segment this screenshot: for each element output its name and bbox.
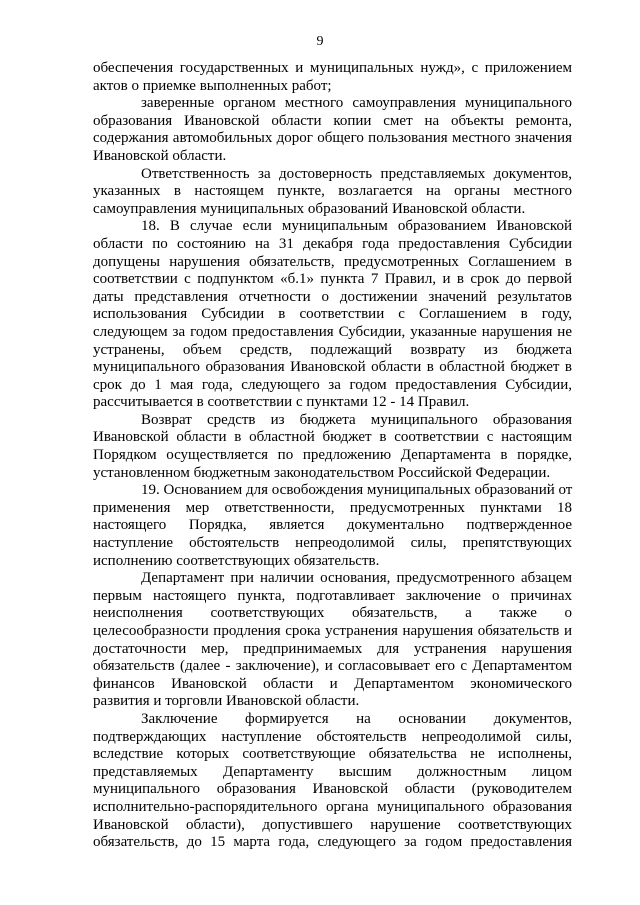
text-line: Департамент при наличии основания, предусмотренного абзацем — [141, 570, 572, 587]
text-line: соответствии с подпунктом «б.1» пункта 7 Правил, и в срок до первой — [93, 271, 572, 288]
body-text — [93, 60, 572, 852]
text-line: Порядком осуществляется по предложению Департамента в порядке, — [93, 447, 572, 464]
text-line: Возврат средств из бюджета муниципального образования — [141, 411, 572, 428]
paragraph-item-19 — [93, 482, 572, 570]
text-line: вследствие которых соответствующие обязательства не исполнены, — [93, 746, 572, 763]
text-line: Ответственность за достоверность представляемых документов, — [141, 165, 572, 182]
text-line: неисполнения соответствующих обязательств, а также о — [93, 605, 572, 622]
text-line: представляемых Департаменту высшим должностным лицом — [93, 763, 572, 780]
text-line: Ивановской области в областной бюджет в соответствии с настоящим — [93, 429, 572, 446]
paragraph-responsibility — [93, 166, 572, 219]
paragraph-continuation — [93, 60, 572, 95]
paragraph-conclusion — [93, 711, 572, 852]
text-line: заверенные органом местного самоуправления муниципального — [141, 95, 572, 112]
text-line: финансов Ивановской области и Департаментом экономического — [93, 675, 572, 692]
text-line: даты представления отчетности о достижении значений результатов — [93, 288, 572, 305]
text-line: обеспечения государственных и муниципальных нужд», с приложением — [93, 60, 572, 76]
text-line: подтверждающих наступление обстоятельств непреодолимой силы, — [93, 728, 572, 745]
text-line: наступление обстоятельств непреодолимой силы, препятствующих — [93, 535, 572, 552]
text-line: развития и торговли Ивановской области. — [93, 693, 360, 710]
text-line: Заключение формируется на основании документов, — [141, 710, 572, 727]
text-line: актов о приемке выполненных работ; — [93, 77, 332, 94]
text-line: муниципального образования Ивановской области (руководителем — [93, 781, 572, 798]
text-line: обязательств, до 15 марта года, следующего за годом предоставления — [93, 834, 572, 851]
text-line: срок до 1 мая года, следующего за годом предоставления Субсидии, — [93, 376, 572, 393]
page-number: 9 — [316, 34, 324, 49]
paragraph-item-18 — [93, 218, 572, 412]
text-line: обязательств (далее - заключение), и согласовывает его с Департаментом — [93, 658, 572, 675]
text-line: Ивановской области. — [93, 147, 227, 164]
paragraph-department — [93, 570, 572, 711]
text-line: целесообразности продления срока устранения нарушения обязательств и — [93, 623, 572, 639]
text-line: области по состоянию на 31 декабря года предоставления Субсидии — [93, 235, 572, 252]
text-line: муниципального образования Ивановской области в областной бюджет в — [93, 359, 572, 376]
paragraph-estimates — [93, 95, 572, 165]
text-line: рассчитывается в соответствии с пунктами 12 - 14 Правил. — [93, 394, 470, 411]
text-line: 19. Основанием для освобождения муниципальных образований от — [141, 482, 573, 499]
text-line: использования Субсидии в соответствии с Соглашением в году, — [93, 306, 572, 323]
text-line: Ивановской области), допустившего нарушение соответствующих — [93, 816, 572, 833]
text-line: исполнению соответствующих обязательств. — [93, 552, 380, 569]
text-line: первым настоящего пункта, подготавливает заключение о причинах — [93, 587, 572, 604]
text-line: самоуправления муниципальных образований Ивановской области. — [93, 200, 526, 217]
text-line: устранены, объем средств, подлежащий возврату из бюджета — [93, 341, 572, 358]
text-line: установленном бюджетным законодательством Российской Федерации. — [93, 464, 551, 481]
text-line: образования Ивановской области копии смет на объекты ремонта, — [93, 112, 572, 129]
text-line: применения мер ответственности, предусмотренных пунктами 18 — [93, 499, 572, 516]
text-line: содержания автомобильных дорог общего пользования местного значения — [93, 130, 572, 147]
text-line: 18. В случае если муниципальным образованием Ивановской — [141, 218, 572, 235]
paragraph-return — [93, 412, 572, 482]
text-line: следующем за годом предоставления Субсидии, указанные нарушения не — [93, 323, 572, 340]
text-line: достаточности мер, предпринимаемых для устранения нарушения — [93, 640, 572, 657]
text-line: допущены нарушения обязательств, предусмотренных Соглашением в — [93, 253, 572, 270]
text-line: настоящего Порядка, является документально подтвержденное — [93, 517, 572, 534]
text-line: исполнительно-распорядительного органа муниципального образования — [93, 798, 572, 815]
text-line: указанных в настоящем пункте, возлагается на органы местного — [93, 183, 572, 200]
